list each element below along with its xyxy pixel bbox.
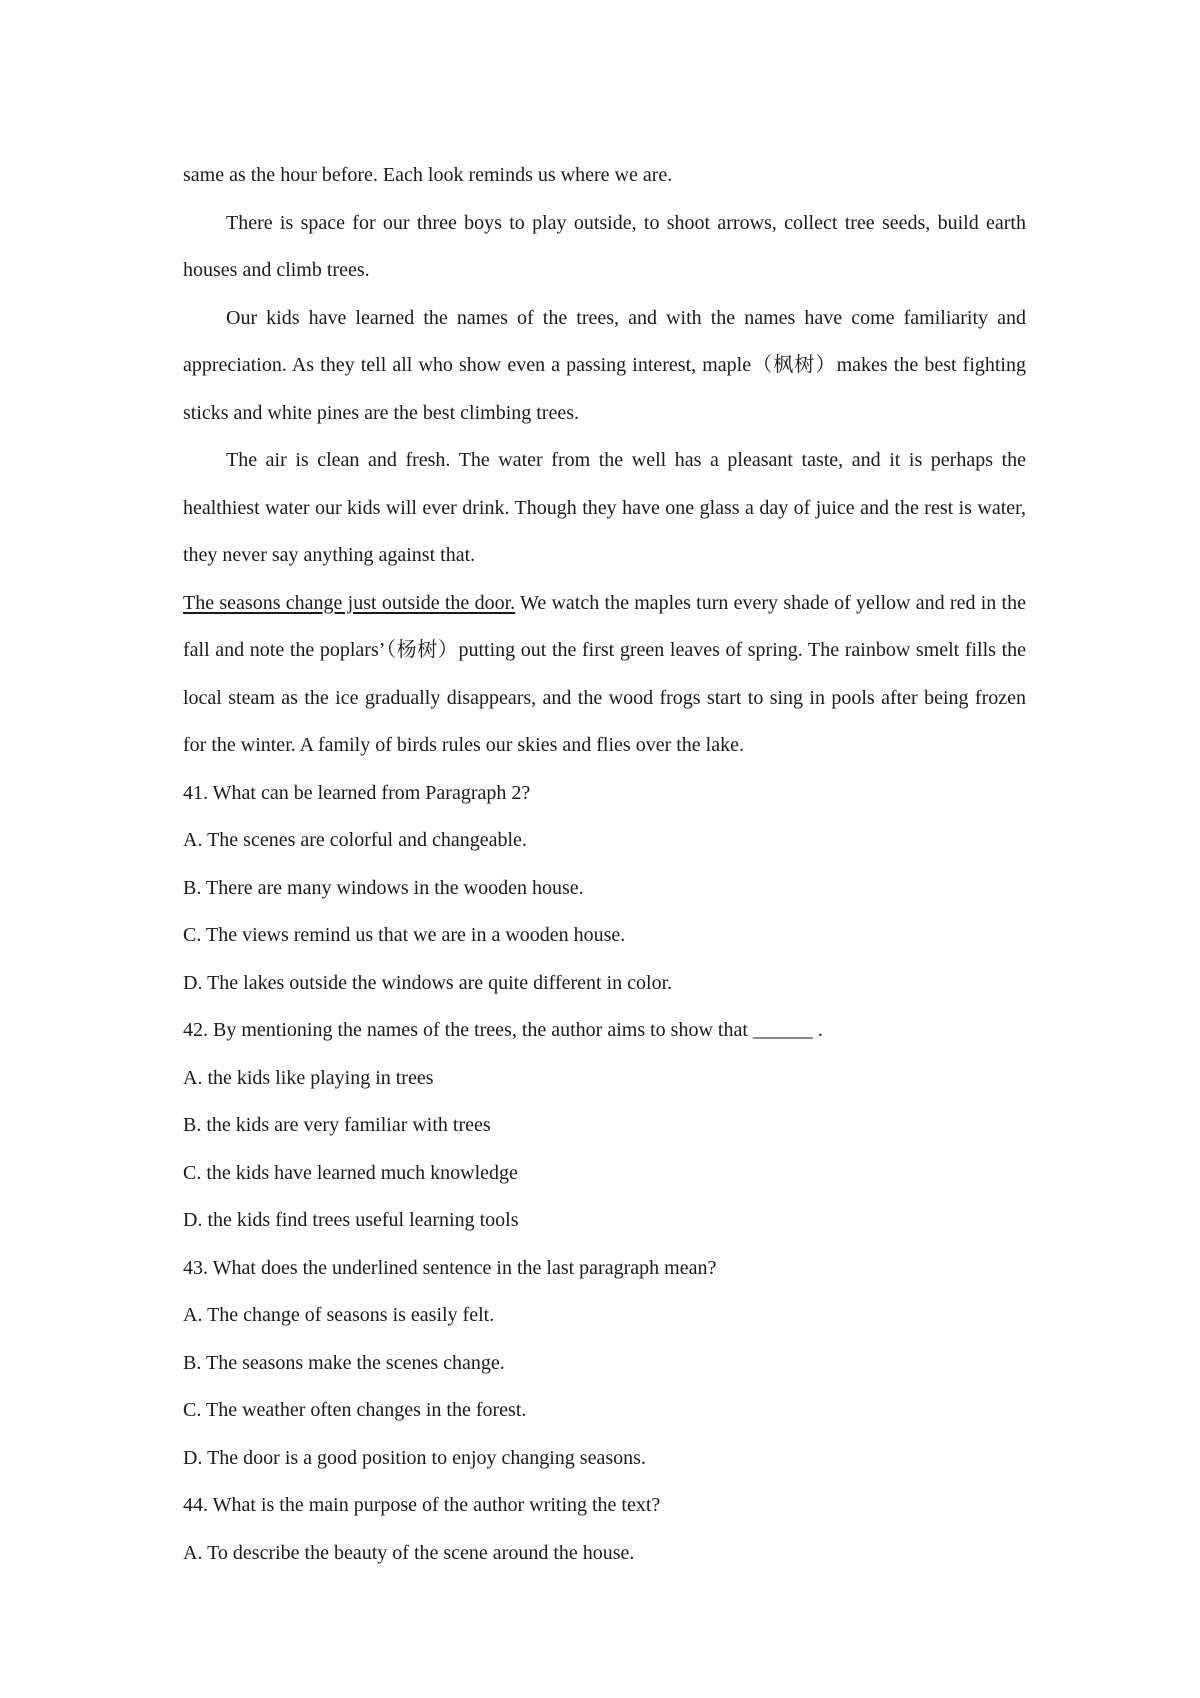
passage-paragraph-space: There is space for our three boys to play outside, to shoot arrows, collect tree seeds, build earth houses and climb trees. — [183, 211, 1026, 281]
option-d: D. the kids find trees useful learning tools — [183, 1209, 519, 1231]
passage-paragraph-seasons — [183, 580, 1026, 770]
question-stem: 44. What is the main purpose of the author writing the text? — [183, 1494, 661, 1516]
passage-paragraph-air: The air is clean and fresh. The water from the well has a pleasant taste, and it is perhaps the healthiest water our kids will ever drink. Though they have one glass a day of juice and the rest is water, they never say anything against that. — [183, 449, 1026, 566]
option-a: A. The scenes are colorful and changeable. — [183, 829, 527, 851]
option-b: B. the kids are very familiar with trees — [183, 1114, 491, 1136]
passage-paragraph-seasons-rest: We watch the maples turn every shade of yellow and red in the fall and note the poplars’（杨树）putting out the first green leaves of spring. The rainbow smelt fills the local steam as the ice gradually disappears, and the wood frogs start to sing in pools after being frozen for the winter. A family of birds rules our skies and flies over the lake. — [183, 591, 1026, 756]
option-a: A. To describe the beauty of the scene around the house. — [183, 1541, 635, 1564]
option-a: A. The change of seasons is easily felt. — [183, 1304, 495, 1326]
option-c: C. The views remind us that we are in a wooden house. — [183, 924, 626, 946]
option-a: A. the kids like playing in trees — [183, 1066, 434, 1089]
question-stem: 43. What does the underlined sentence in the last paragraph mean? — [183, 1256, 717, 1279]
option-b: B. The seasons make the scenes change. — [183, 1351, 505, 1374]
question-stem: 42. By mentioning the names of the trees, the author aims to show that ______ . — [183, 1019, 823, 1041]
passage-paragraph-trees: Our kids have learned the names of the trees, and with the names have come familiarity and appreciation. As they tell all who show even a passing interest, maple（枫树）makes the best fighting sticks and white pines are the best climbing trees. — [183, 306, 1026, 424]
option-c: C. The weather often changes in the forest. — [183, 1399, 527, 1421]
question-41 — [183, 770, 1026, 1008]
question-stem: 41. What can be learned from Paragraph 2? — [183, 781, 531, 804]
option-b: B. There are many windows in the wooden house. — [183, 876, 584, 899]
option-d: D. The door is a good position to enjoy changing seasons. — [183, 1446, 646, 1469]
document-page — [183, 152, 1026, 1577]
underlined-sentence: The seasons change just outside the door. — [183, 591, 516, 614]
question-43 — [183, 1245, 1026, 1483]
option-c: C. the kids have learned much knowledge — [183, 1161, 518, 1184]
passage-paragraph-continued: same as the hour before. Each look reminds us where we are. — [183, 164, 673, 186]
question-42 — [183, 1007, 1026, 1245]
option-d: D. The lakes outside the windows are quite different in color. — [183, 971, 673, 994]
question-44 — [183, 1482, 1026, 1577]
